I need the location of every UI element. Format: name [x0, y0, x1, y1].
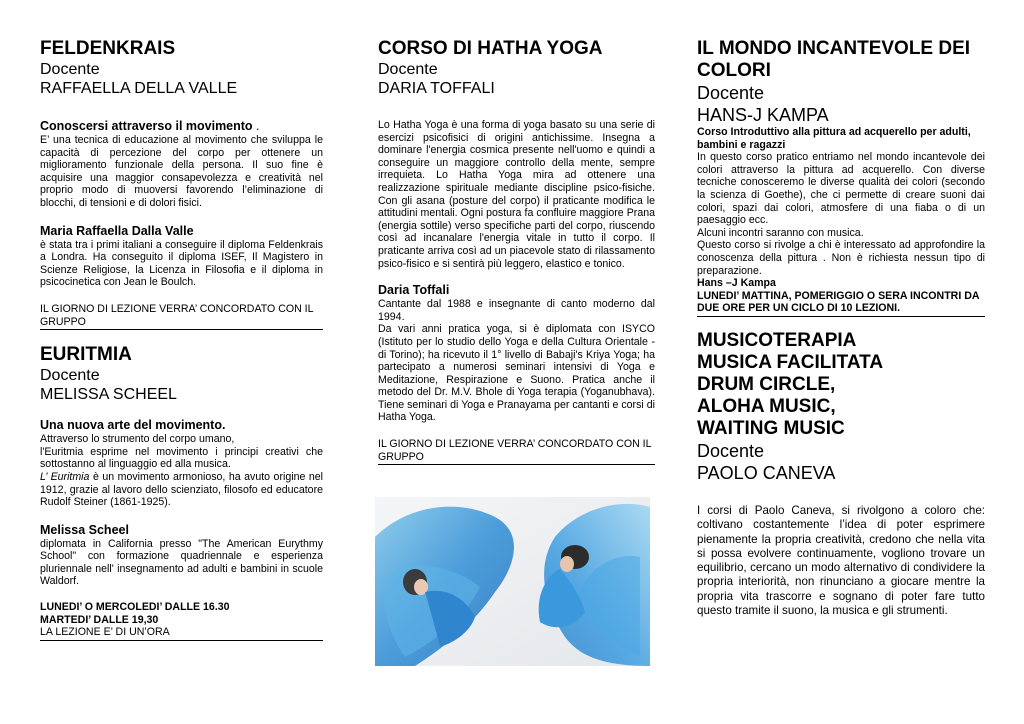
feldenkrais-bio-text: è stata tra i primi italiani a conseguire il diploma Feldenkrais a Londra. Ha conseguito il diploma ISEF, Il Magistero in Scienze Religiose, la Licenza in Filosofia e il diploma in psicocinetica con Jean le Boulch.	[40, 238, 323, 289]
musica-title-line-3: DRUM CIRCLE,	[697, 373, 836, 395]
euritmia-intro-text2	[40, 471, 323, 509]
hatha-teacher: DARIA TOFFALI	[378, 80, 495, 97]
feldenkrais-intro-heading-text: Conoscersi attraverso il movimento	[40, 119, 253, 133]
feldenkrais-intro-text: E’ una tecnica di educazione al movimento che sviluppa le capacità di percezione del corpo per ottenere un miglioramento funzionale della persona. Il suo fine è acquisire una maggior consapevolezza e creatività nel proprio modo di muoversi favorendo l’eliminazione di blocchi, di tensioni e di dolori fisici.	[40, 134, 323, 209]
colori-teacher: HANS-J KAMPA	[697, 105, 829, 125]
musica-teacher: PAOLO CANEVA	[697, 462, 836, 483]
musica-title-line-1: MUSICOTERAPIA	[697, 329, 857, 351]
colori-signature: Hans –J Kampa	[697, 277, 776, 290]
euritmia-title: EURITMIA	[40, 344, 132, 366]
feldenkrais-intro-heading	[40, 118, 323, 134]
euritmia-teacher: MELISSA SCHEEL	[40, 386, 177, 404]
section-feldenkrais	[40, 38, 323, 330]
column-colori-musica	[697, 38, 985, 618]
colori-title: IL MONDO INCANTEVOLE DEI COLORI	[697, 38, 971, 81]
euritmia-bio-text: diplomata in California presso "The American Eurythmy School" con formazione quadriennale e esperienza pluriennale nell' insegnamento ad adulti e bambini in scuole Waldorf.	[40, 537, 323, 588]
musica-title-line-4: ALOHA MUSIC,	[697, 395, 836, 417]
dancers-illustration	[375, 497, 650, 666]
musica-intro-text: I corsi di Paolo Caneva, si rivolgono a coloro che: coltivano costantemente l’idea di poter esprimere pienamente la propria creatività, credono che nella vita si possa evolvere continuamente, vogliono trovare un equilibrio, cercano un modo alternativo di condividere la propria interiorità, non rinunciano a giocare mentre la propria vita trascorre e sognano di poter fare tutto questo tramite il suono, la musica e gli strumenti.	[697, 503, 985, 617]
section-euritmia	[40, 344, 323, 641]
euritmia-intro-text2-span: è un movimento armonioso, ha avuto origine nel 1912, grazie al lavoro dello scienziato, filosofo ed educatore Rudolf Steiner (1861-1925).	[40, 470, 323, 509]
musica-docente-label: Docente	[697, 440, 765, 461]
section-colori	[697, 38, 985, 317]
hatha-schedule: IL GIORNO DI LEZIONE VERRA’ CONCORDATO CON IL GRUPPO	[378, 438, 655, 465]
section-musica	[697, 330, 985, 618]
euritmia-docente-label: Docente	[40, 367, 100, 385]
euritmia-intro-heading: Una nuova arte del movimento.	[40, 418, 226, 433]
feldenkrais-bio-heading: Maria Raffaella Dalla Valle	[40, 223, 194, 238]
euritmia-bio-heading: Melissa Scheel	[40, 522, 129, 537]
hatha-bio-line1: Cantante dal 1988 e insegnante di canto moderno dal 1994.	[378, 298, 655, 323]
hatha-bio-text: Da vari anni pratica yoga, si è diplomata con ISYCO (Istituto per lo studio dello Yoga e della Cultura Orientale - di Torino); ha ricevuto il 1° livello di Babaji's Kriya Yoga; ha partecipato a numerosi seminari intensivi di Yoga e Meditazione, Respirazione e Suono. Pratica anche il metodo del Dr. M.V. Bhole di Yoga terapia (Yoganubhava). Tiene seminari di Yoga e Pranayama per cantanti e corsi di Hatha Yoga.	[378, 323, 655, 424]
euritmia-intro-text: l'Euritmia esprime nel movimento i principi creativi che sottostanno al linguaggio ed alla musica.	[40, 445, 323, 471]
hatha-docente-label: Docente	[378, 61, 438, 78]
euritmia-schedule-line2: MARTEDI’ DALLE 19,30	[40, 613, 159, 626]
colori-intro-heading: Corso Introduttivo alla pittura ad acquerello per adulti, bambini e ragazzi	[697, 126, 971, 151]
hatha-title: CORSO DI HATHA YOGA	[378, 38, 603, 59]
hatha-intro-text: Lo Hatha Yoga è una forma di yoga basato su una serie di esercizi psicofisici di origini antichissime. Insegna a dominare l'energia cosmica presente nell'uomo e quindi a conseguire un maggiore controllo della mente, sempre irrequieta. Lo Hatha Yoga mira ad ottenere una realizzazione spirituale mediante discipline psico-fisiche. Con gli asana (posture del corpo) il praticante modifica le attitudini mentali. Ogni postura fa confluire maggiore Prana (energia sottile) verso specifiche parti del corpo, riuscendo così ad incanalare l'energia vitale in tutto il corpo. Il praticante arriva così ad un piacevole stato di rilassamento psico-fisico e si sentirà più leggero, elastico e tonico.	[378, 119, 655, 270]
feldenkrais-intro-heading-suffix: .	[252, 119, 260, 133]
euritmia-schedule-line1: LUNEDI’ O MERCOLEDI’ DALLE 16.30	[40, 601, 230, 614]
musica-title-line-5: WAITING MUSIC	[697, 417, 845, 439]
euritmia-intro-em: L’ Euritmia	[40, 470, 90, 483]
feldenkrais-title: FELDENKRAIS	[40, 38, 176, 59]
euritmia-schedule-line3: LA LEZIONE E’ DI UN’ORA	[40, 626, 323, 641]
feldenkrais-schedule: IL GIORNO DI LEZIONE VERRA’ CONCORDATO CON IL GRUPPO	[40, 303, 323, 330]
eurythmy-dancers-photo	[375, 497, 650, 666]
colori-docente-label: Docente	[697, 83, 765, 103]
hatha-bio-heading: Daria Toffali	[378, 283, 450, 298]
musica-title-line-2: MUSICA FACILITATA	[697, 351, 884, 373]
column-feldenkrais-euritmia	[40, 38, 323, 641]
feldenkrais-docente-label: Docente	[40, 61, 100, 78]
colori-music-line: Alcuni incontri saranno con musica.	[697, 226, 864, 239]
euritmia-intro-line1: Attraverso lo strumento del corpo umano,	[40, 433, 235, 446]
colori-target-text: Questo corso si rivolge a chi è interessato ad approfondire la conoscenza della pittura . Non è richiesta nessun tipo di preparazione.	[697, 239, 985, 277]
feldenkrais-teacher: RAFFAELLA DELLA VALLE	[40, 80, 238, 97]
colori-schedule: LUNEDI’ MATTINA, POMERIGGIO O SERA INCONTRI DA DUE ORE PER UN CICLO DI 10 LEZIONI.	[697, 290, 985, 317]
colori-intro-text: In questo corso pratico entriamo nel mondo incantevole dei colori attraverso la pittura ad acquerello. Con diverse tecniche conosceremo le diverse qualità dei colori (secondo la scienza di Goethe), che ci permette di creare suoni dai colori, spazi dai colori, atmosfere di una fiaba o di un paesaggio ecc.	[697, 151, 985, 227]
column-hatha-yoga	[378, 38, 655, 465]
